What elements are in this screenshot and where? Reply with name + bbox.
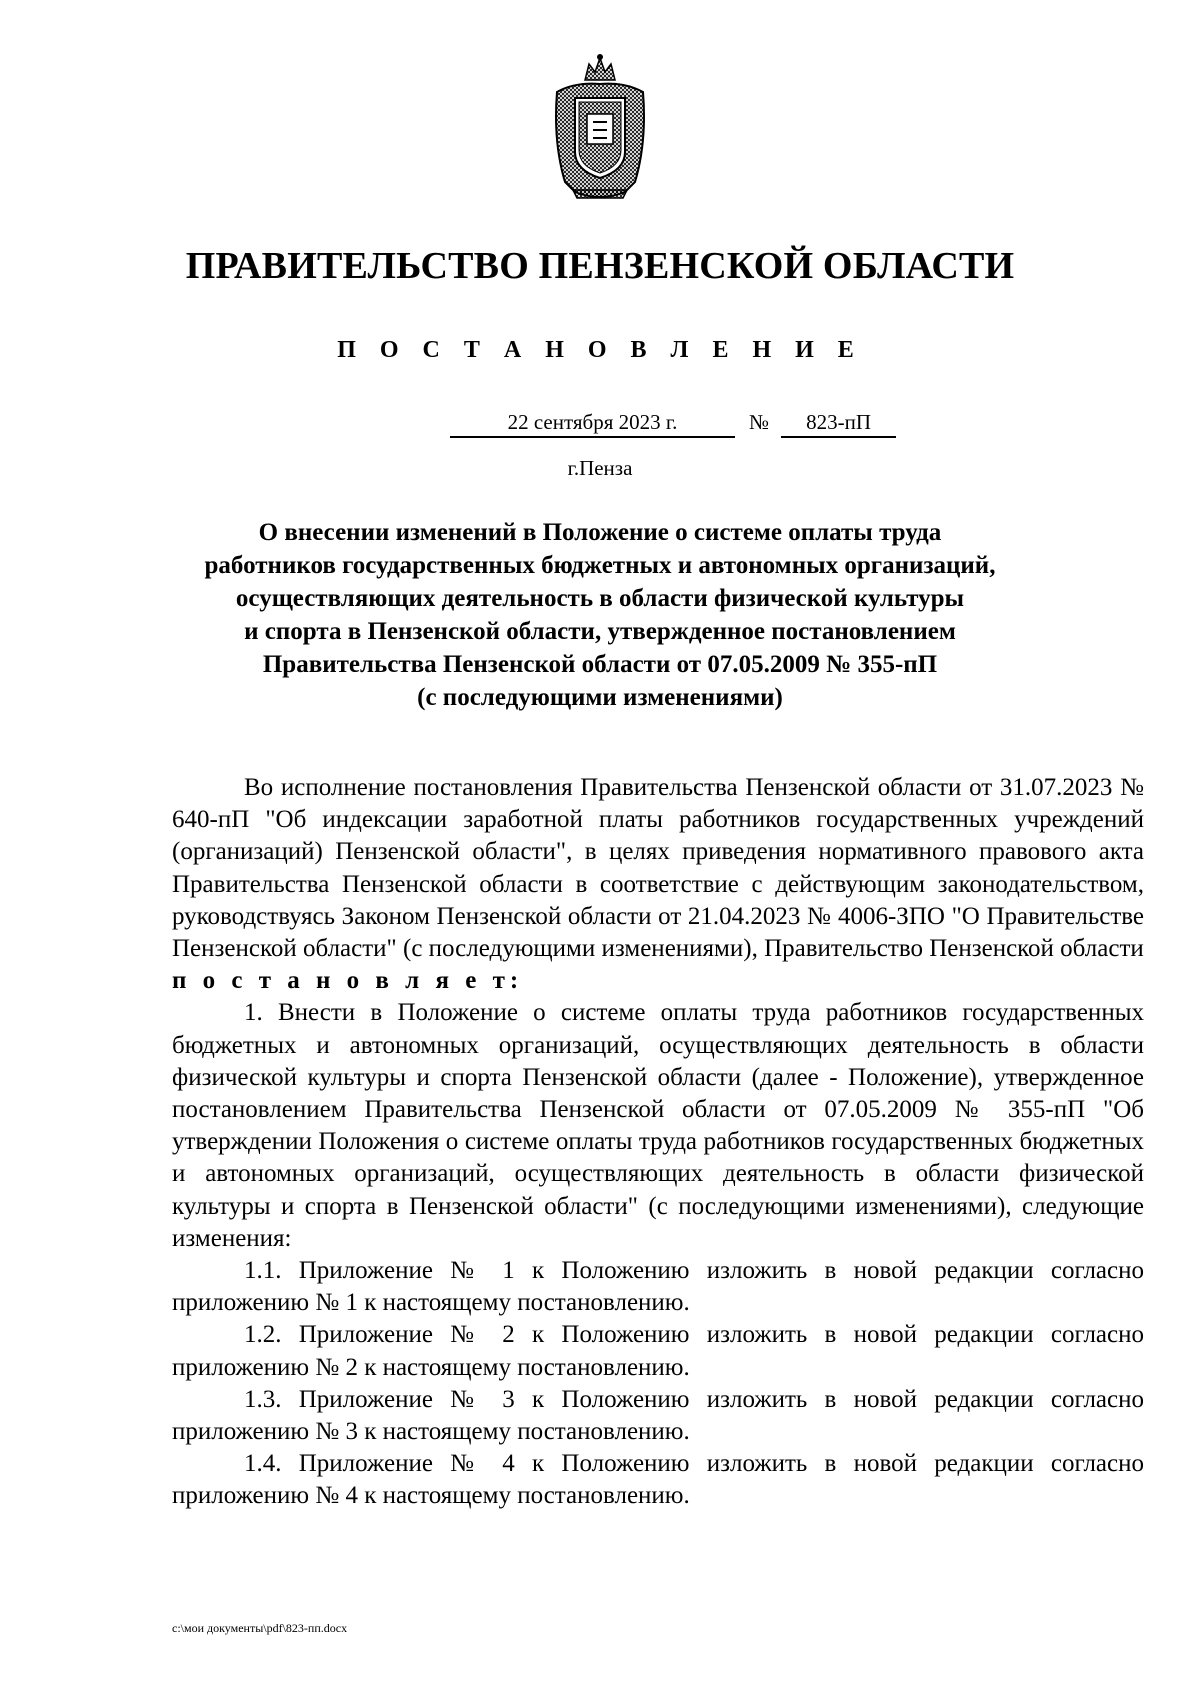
resolves-paragraph	[172, 965, 1144, 997]
subitem-paragraph: 1.4. Приложение № 4 к Положению изложить в новой редакции согласно приложению № 4 к настоящему постановлению.	[172, 1450, 1144, 1510]
number-sign: №	[749, 410, 770, 434]
subject-line: О внесении изменений в Положение о системе оплаты труда	[258, 519, 942, 546]
document-body	[172, 772, 1144, 1513]
document-number: 823-пП	[781, 410, 896, 438]
subject-line: (с последующими изменениями)	[417, 684, 783, 711]
city: г.Пенза	[567, 456, 633, 480]
date-number-line	[450, 410, 896, 438]
document-date: 22 сентября 2023 г.	[450, 410, 735, 438]
subject-line: и спорта в Пензенской области, утвержденное постановлением	[244, 618, 956, 645]
preamble-paragraph: Во исполнение постановления Правительства Пензенской области от 31.07.2023 № 640-пП "Об индексации заработной платы работников государственных учреждений (организаций) Пензенской области", в целях приведения нормативного правового акта Правительства Пензенской области в соответствие с действующим законодательством, руководствуясь Законом Пензенской области от 21.04.2023 № 4006-ЗПО "О Правительстве Пензенской области" (с последующими изменениями), Правительство Пензенской области	[172, 774, 1144, 963]
subitem-paragraph: 1.2. Приложение № 2 к Положению изложить в новой редакции согласно приложению № 2 к настоящему постановлению.	[172, 1321, 1144, 1381]
item-1-paragraph: 1. Внести в Положение о системе оплаты труда работников государственных бюджетных и автономных организаций, осуществляющих деятельность в области физической культуры и спорта Пензенской области (далее - Положение), утвержденное постановлением Правительства Пензенской области от 07.05.2009 № 355-пП "Об утверждении Положения о системе оплаты труда работников государственных бюджетных и автономных организаций, осуществляющих деятельность в области физической культуры и спорта в Пензенской области" (с последующими изменениями), следующие изменения:	[172, 999, 1144, 1252]
subject-line: работников государственных бюджетных и автономных организаций,	[204, 552, 996, 579]
coat-of-arms-icon	[545, 52, 655, 202]
document-subject	[140, 516, 1060, 714]
resolves-word: п о с т а н о в л я е т:	[172, 967, 524, 995]
government-title: ПРАВИТЕЛЬСТВО ПЕНЗЕНСКОЙ ОБЛАСТИ	[185, 245, 1015, 287]
subject-line: осуществляющих деятельность в области физической культуры	[235, 585, 965, 612]
subject-line: Правительства Пензенской области от 07.05.2009 № 355-пП	[262, 651, 938, 678]
document-type: П О С Т А Н О В Л Е Н И Е	[337, 337, 863, 363]
subitem-paragraph: 1.1. Приложение № 1 к Положению изложить в новой редакции согласно приложению № 1 к настоящему постановлению.	[172, 1257, 1144, 1317]
file-path-footer: c:\мои документы\pdf\823-пп.docx	[172, 1621, 348, 1635]
subitem-paragraph: 1.3. Приложение № 3 к Положению изложить в новой редакции согласно приложению № 3 к настоящему постановлению.	[172, 1385, 1144, 1446]
